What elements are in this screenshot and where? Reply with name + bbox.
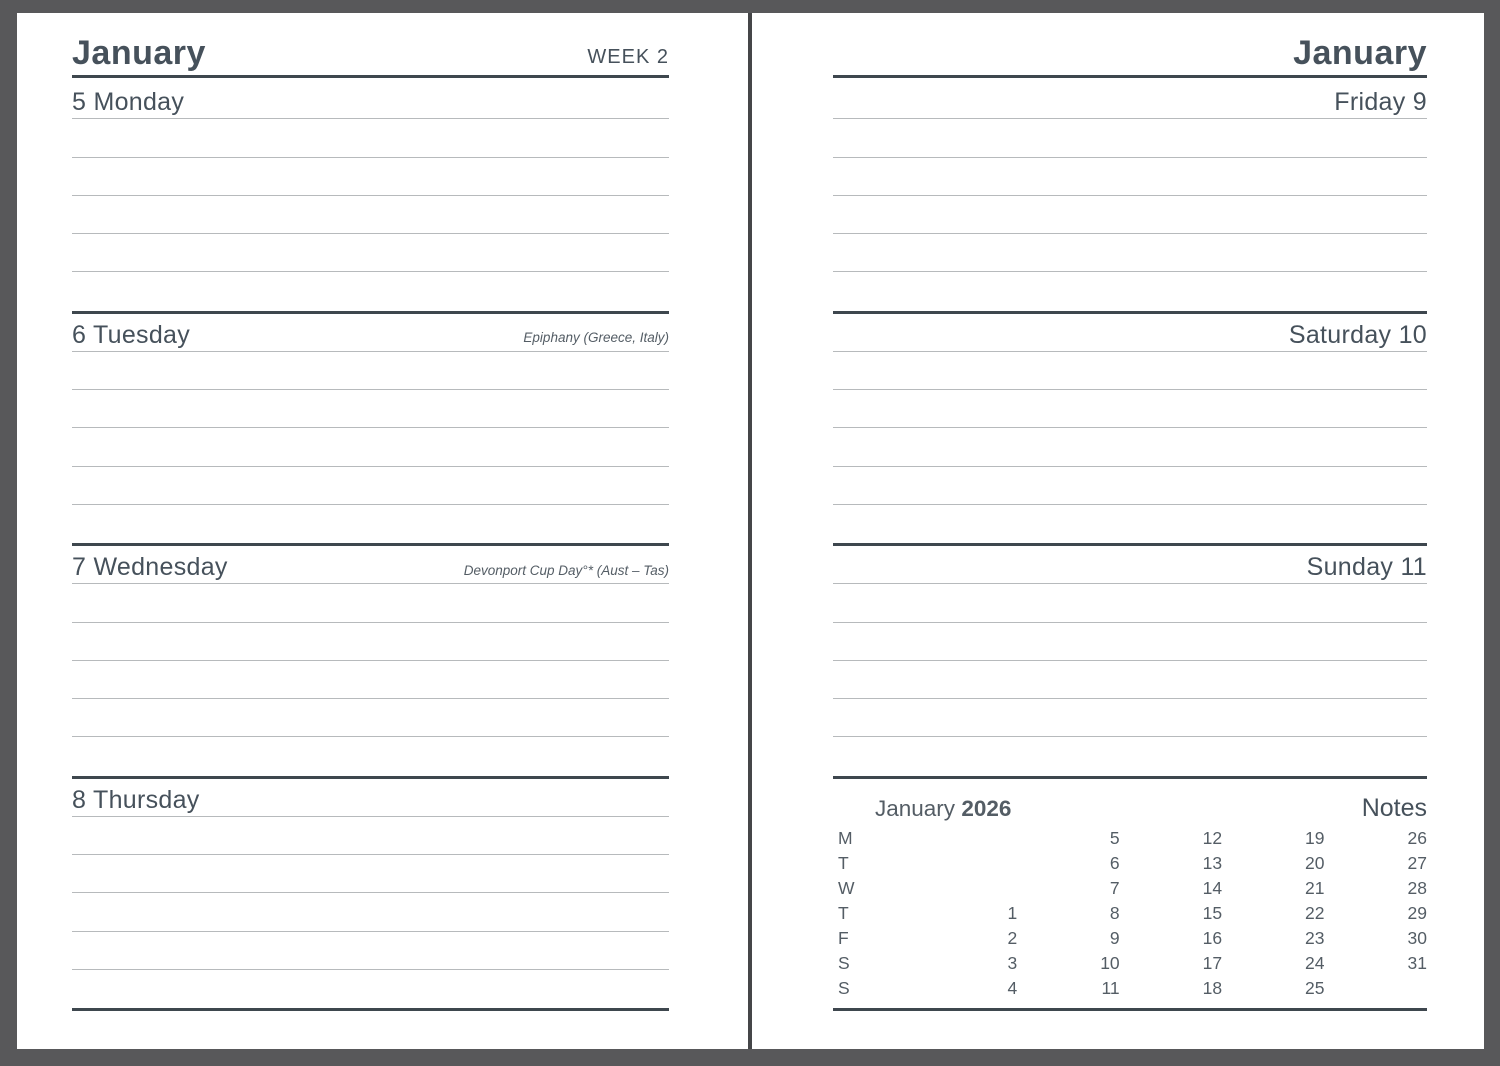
date-cell: 9 bbox=[1109, 928, 1120, 949]
left-month-title: January bbox=[72, 34, 206, 72]
date-cell: 28 bbox=[1407, 878, 1427, 899]
day-label: Saturday 10 bbox=[1288, 320, 1427, 349]
weekday-cell: M bbox=[838, 828, 853, 849]
day-block-saturday bbox=[833, 314, 1427, 547]
ruled-line bbox=[833, 467, 1427, 505]
left-page-header bbox=[72, 26, 669, 78]
calendar-row bbox=[838, 827, 1427, 852]
date-cell: 21 bbox=[1305, 878, 1325, 899]
date-cell: 5 bbox=[1109, 828, 1120, 849]
date-cell: 27 bbox=[1407, 853, 1427, 874]
ruled-line bbox=[833, 234, 1427, 272]
mini-calendar-notes-block bbox=[833, 779, 1427, 1012]
date-cell: 12 bbox=[1202, 828, 1223, 849]
weekday-cell: F bbox=[838, 928, 849, 949]
day-block-monday bbox=[72, 81, 669, 314]
mini-calendar-year: 2026 bbox=[961, 796, 1012, 821]
ruled-line bbox=[833, 119, 1427, 157]
date-cell: 17 bbox=[1202, 953, 1223, 974]
date-cell bbox=[1325, 977, 1428, 1002]
ruled-line bbox=[833, 623, 1427, 661]
calendar-row bbox=[838, 952, 1427, 977]
date-cell: 24 bbox=[1305, 953, 1325, 974]
date-cell: 16 bbox=[1202, 928, 1223, 949]
ruled-line bbox=[72, 623, 669, 661]
ruled-line bbox=[72, 737, 669, 775]
date-cell: 6 bbox=[1109, 853, 1120, 874]
ruled-line bbox=[72, 661, 669, 699]
date-cell bbox=[915, 877, 1017, 902]
day-heading-row bbox=[72, 314, 669, 352]
right-page-day-grid bbox=[833, 81, 1427, 1011]
day-block-tuesday bbox=[72, 314, 669, 547]
ruled-line bbox=[72, 119, 669, 157]
mini-calendar bbox=[838, 827, 1427, 1002]
date-cell: 10 bbox=[1100, 953, 1120, 974]
ruled-line bbox=[833, 158, 1427, 196]
mini-calendar-month: January bbox=[875, 796, 956, 821]
ruled-line bbox=[72, 893, 669, 931]
right-page-header bbox=[833, 26, 1427, 78]
date-cell bbox=[915, 827, 1017, 852]
calendar-row bbox=[838, 927, 1427, 952]
ruled-line bbox=[833, 661, 1427, 699]
date-cell: 26 bbox=[1407, 828, 1427, 849]
ruled-line bbox=[72, 158, 669, 196]
ruled-line bbox=[72, 505, 669, 543]
ruled-line bbox=[72, 932, 669, 970]
weekday-cell: W bbox=[838, 878, 855, 899]
weekday-cell: T bbox=[838, 903, 849, 924]
holiday-label: Epiphany (Greece, Italy) bbox=[523, 330, 669, 346]
right-month-title: January bbox=[1293, 34, 1427, 72]
day-heading-row bbox=[833, 81, 1427, 119]
ruled-line bbox=[72, 272, 669, 310]
ruled-line bbox=[833, 505, 1427, 543]
date-cell: 30 bbox=[1407, 928, 1427, 949]
date-cell: 29 bbox=[1407, 903, 1427, 924]
date-cell: 2 bbox=[1007, 928, 1018, 949]
day-label: Sunday 11 bbox=[1306, 553, 1427, 582]
holiday-label: Devonport Cup Day°* (Aust – Tas) bbox=[463, 562, 669, 578]
ruled-line bbox=[72, 196, 669, 234]
week-label: WEEK 2 bbox=[587, 46, 669, 68]
day-heading-row bbox=[72, 779, 669, 817]
mini-calendar-header bbox=[833, 779, 1427, 821]
day-heading-row bbox=[833, 314, 1427, 352]
weekday-cell: S bbox=[838, 978, 850, 999]
date-cell: 1 bbox=[1007, 903, 1018, 924]
day-label: 8 Thursday bbox=[72, 785, 200, 814]
ruled-line bbox=[833, 699, 1427, 737]
day-heading-row bbox=[72, 546, 669, 584]
ruled-line bbox=[72, 352, 669, 390]
day-label: 7 Wednesday bbox=[72, 553, 228, 582]
ruled-line bbox=[833, 428, 1427, 466]
ruled-line bbox=[72, 970, 669, 1008]
ruled-line bbox=[72, 467, 669, 505]
ruled-line bbox=[72, 817, 669, 855]
calendar-row bbox=[838, 877, 1427, 902]
date-cell bbox=[915, 852, 1017, 877]
ruled-line bbox=[833, 352, 1427, 390]
day-label: Friday 9 bbox=[1334, 88, 1427, 117]
ruled-line bbox=[833, 272, 1427, 310]
ruled-line bbox=[833, 196, 1427, 234]
date-cell: 31 bbox=[1407, 953, 1427, 974]
ruled-line bbox=[72, 234, 669, 272]
calendar-row bbox=[838, 852, 1427, 877]
ruled-line bbox=[72, 390, 669, 428]
date-cell: 8 bbox=[1109, 903, 1120, 924]
ruled-line bbox=[72, 584, 669, 622]
date-cell: 15 bbox=[1202, 903, 1223, 924]
ruled-line bbox=[833, 737, 1427, 775]
day-block-thursday bbox=[72, 779, 669, 1012]
date-cell: 7 bbox=[1109, 878, 1120, 899]
weekday-cell: S bbox=[838, 953, 850, 974]
ruled-line bbox=[833, 584, 1427, 622]
ruled-line bbox=[72, 428, 669, 466]
calendar-row bbox=[838, 977, 1427, 1002]
date-cell: 13 bbox=[1202, 853, 1223, 874]
day-heading-row bbox=[833, 546, 1427, 584]
ruled-line bbox=[833, 390, 1427, 428]
date-cell: 19 bbox=[1305, 828, 1325, 849]
day-heading-row bbox=[72, 81, 669, 119]
calendar-row bbox=[838, 902, 1427, 927]
day-label: 6 Tuesday bbox=[72, 320, 191, 349]
ruled-line bbox=[72, 855, 669, 893]
date-cell: 23 bbox=[1305, 928, 1325, 949]
notes-label: Notes bbox=[1361, 793, 1427, 822]
weekday-cell: T bbox=[838, 853, 849, 874]
date-cell: 25 bbox=[1305, 978, 1325, 999]
date-cell: 18 bbox=[1202, 978, 1223, 999]
day-block-wednesday bbox=[72, 546, 669, 779]
left-page-day-grid bbox=[72, 81, 669, 1011]
date-cell: 22 bbox=[1305, 903, 1325, 924]
ruled-line bbox=[72, 699, 669, 737]
date-cell: 20 bbox=[1305, 853, 1325, 874]
date-cell: 4 bbox=[1007, 978, 1018, 999]
date-cell: 11 bbox=[1101, 978, 1120, 999]
date-cell: 3 bbox=[1007, 953, 1018, 974]
spine-divider bbox=[748, 13, 752, 1049]
day-block-friday bbox=[833, 81, 1427, 314]
day-label: 5 Monday bbox=[72, 88, 185, 117]
date-cell: 14 bbox=[1202, 878, 1223, 899]
mini-calendar-title bbox=[875, 798, 1011, 821]
day-block-sunday bbox=[833, 546, 1427, 779]
